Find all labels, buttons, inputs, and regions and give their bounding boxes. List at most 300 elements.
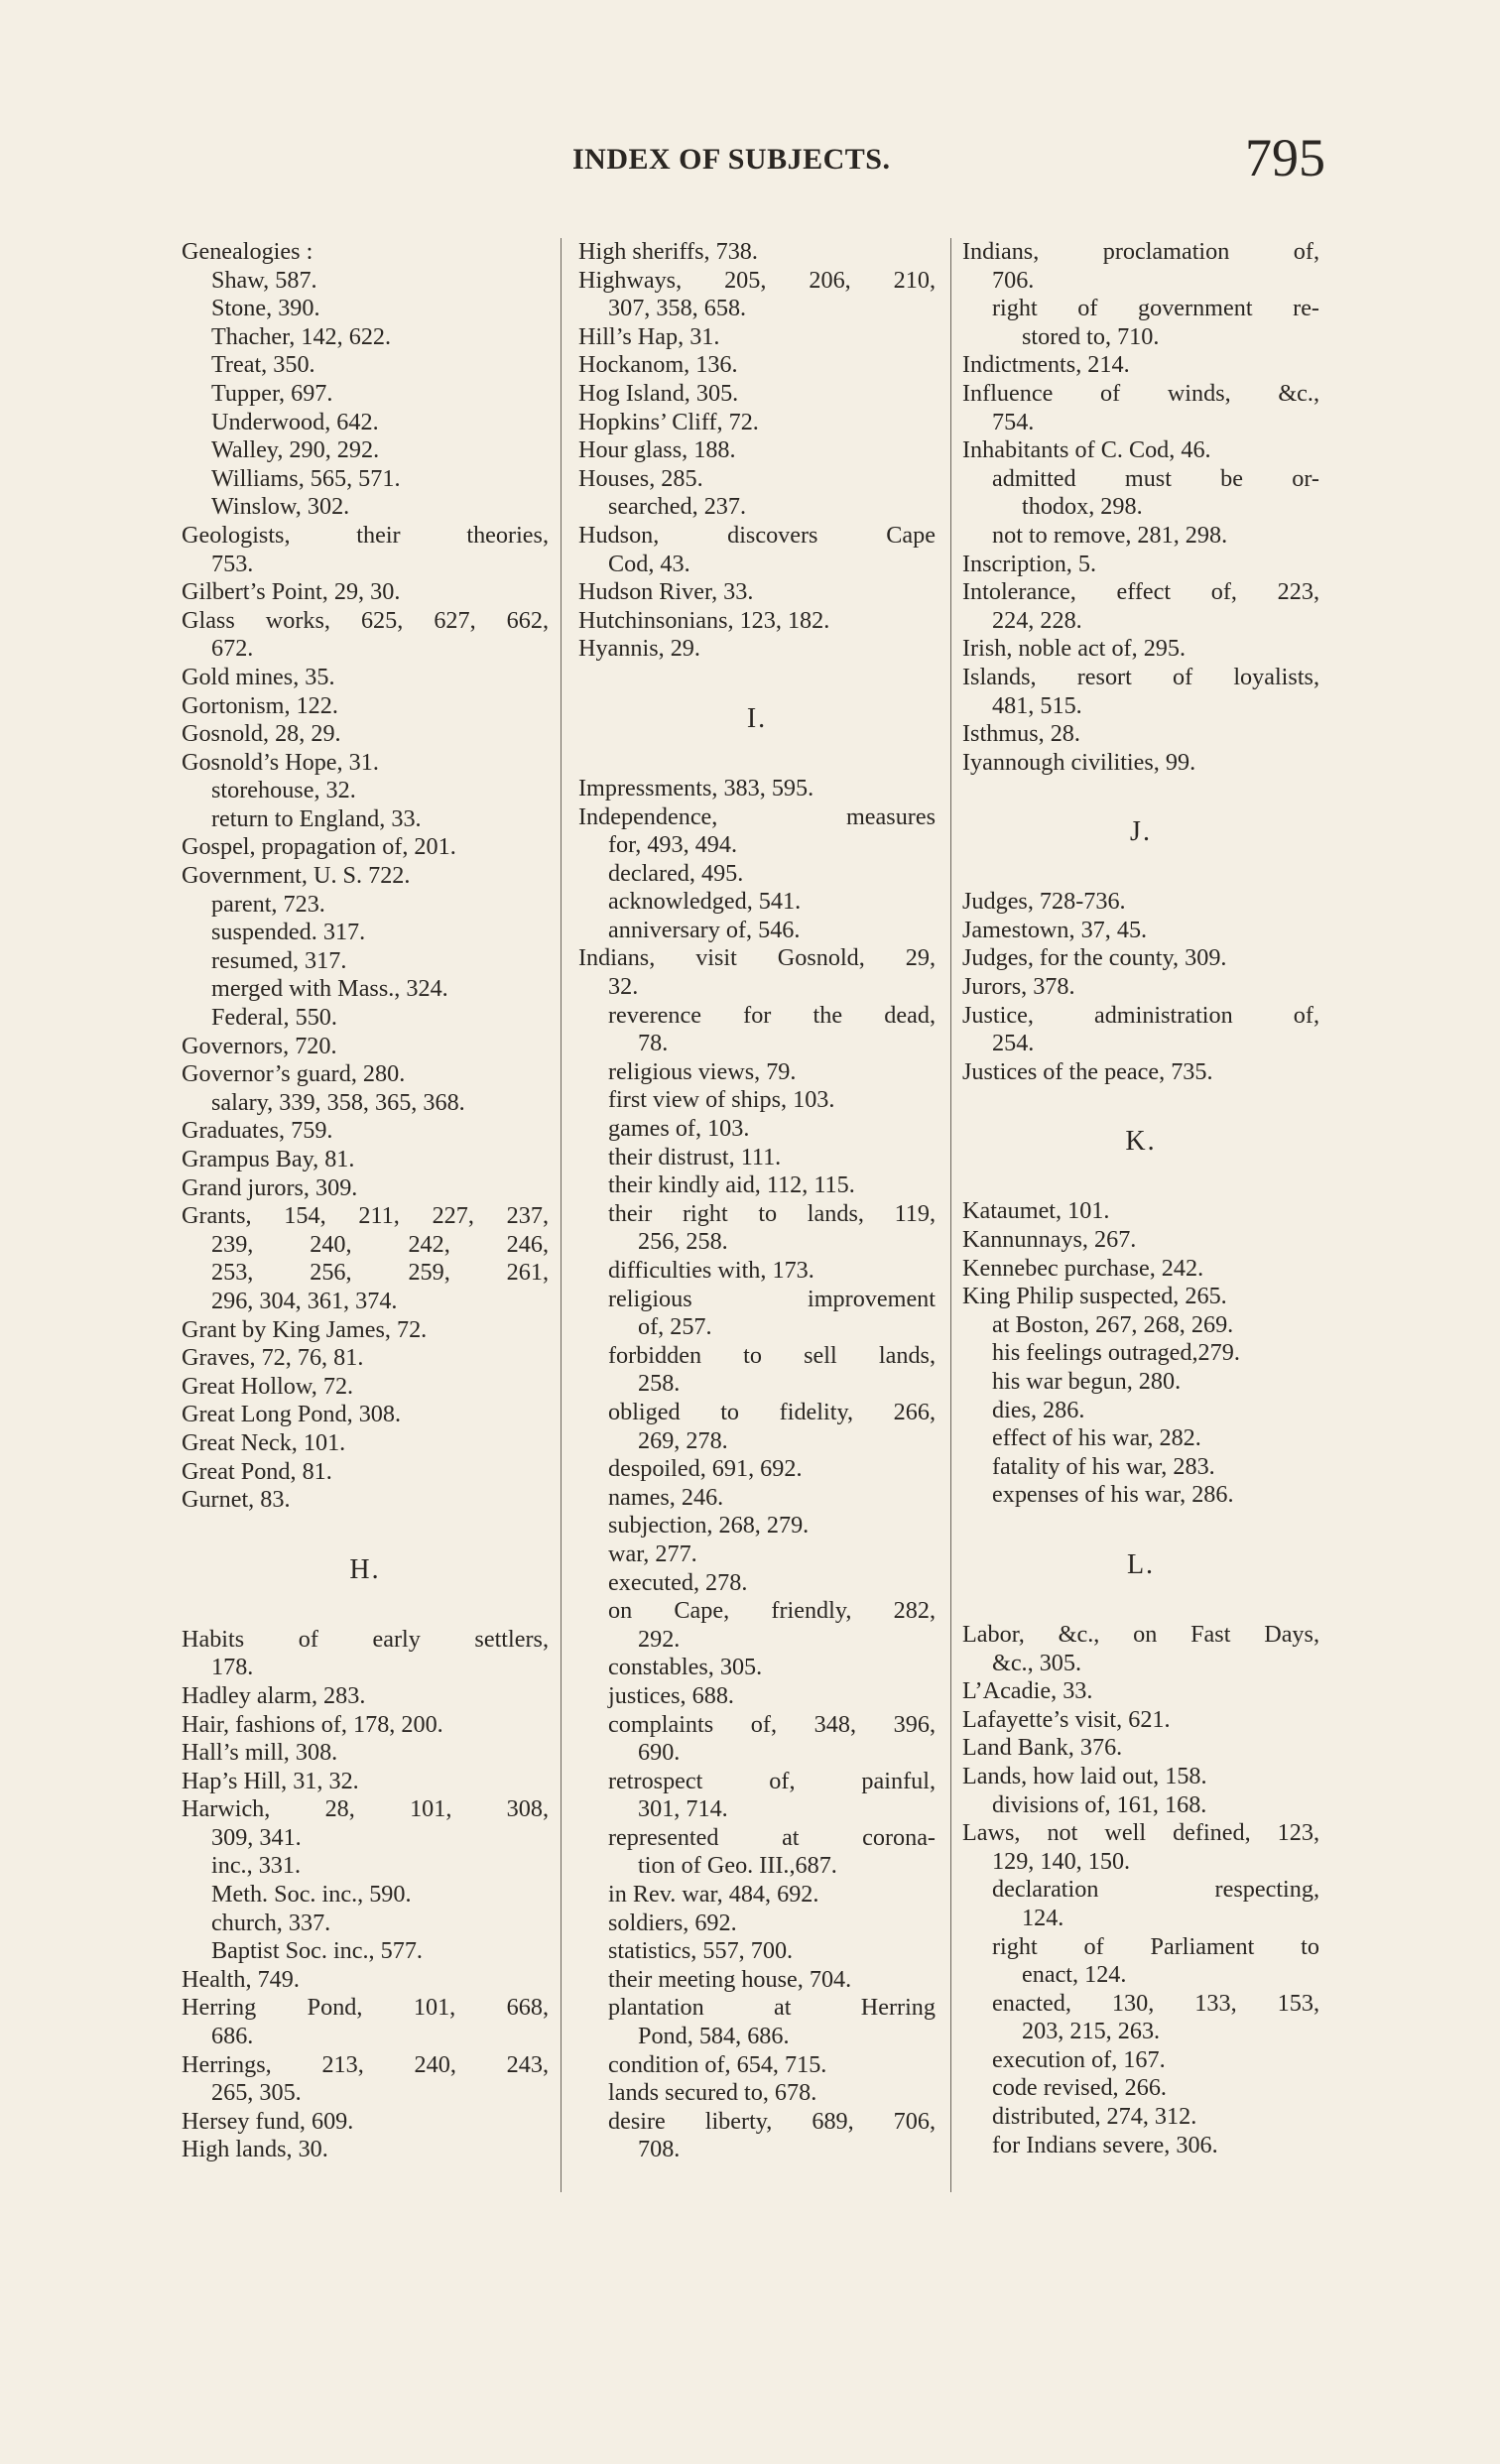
index-entry xyxy=(578,238,936,267)
entry-line: their meeting house, 704. xyxy=(608,1965,852,1993)
index-subentry xyxy=(578,1994,936,2050)
index-entry xyxy=(962,1819,1319,1876)
index-subentry xyxy=(962,2103,1319,2132)
entry-line: on Cape, friendly, 282, xyxy=(608,1597,936,1625)
entry-line: expenses of his war, 286. xyxy=(992,1481,1234,1509)
index-subentry xyxy=(182,465,549,494)
entry-line: Hair, fashions of, 178, 200. xyxy=(182,1710,443,1738)
index-subentry xyxy=(962,1424,1319,1453)
entry-line: Governor’s guard, 280. xyxy=(182,1060,406,1088)
entry-continuation: 129, 140, 150. xyxy=(992,1847,1131,1875)
entry-line: their kindly aid, 112, 115. xyxy=(608,1171,855,1199)
entry-continuation: 307, 358, 658. xyxy=(608,295,747,322)
entry-continuation: 301, 714. xyxy=(638,1795,728,1823)
index-subentry xyxy=(962,522,1319,551)
entry-line: names, 246. xyxy=(608,1483,724,1511)
index-subentry xyxy=(182,947,549,976)
index-subentry xyxy=(578,1144,936,1172)
entry-continuation: 32. xyxy=(608,973,639,1001)
entry-line: Kannunnays, 267. xyxy=(962,1226,1137,1254)
index-entry xyxy=(578,323,936,352)
entry-line: L’Acadie, 33. xyxy=(962,1677,1093,1705)
entry-line: Habits of early settlers, xyxy=(182,1625,549,1653)
index-entry xyxy=(578,380,936,409)
index-entry xyxy=(962,1621,1319,1677)
index-subentry xyxy=(182,1004,549,1033)
index-subentry xyxy=(578,1966,936,1995)
entry-continuation: 686. xyxy=(211,2023,254,2050)
index-entry xyxy=(578,465,936,494)
entry-line: Health, 749. xyxy=(182,1965,300,1993)
index-subentry xyxy=(578,1484,936,1513)
entry-line: effect of his war, 282. xyxy=(992,1424,1201,1452)
index-subentry xyxy=(578,1597,936,1654)
index-entry xyxy=(578,944,936,1001)
entry-line: Treat, 350. xyxy=(211,351,315,379)
index-subentry xyxy=(182,1937,549,1966)
index-subentry xyxy=(182,805,549,834)
entry-continuation: 254. xyxy=(992,1030,1035,1057)
entry-line: games of, 103. xyxy=(608,1115,750,1143)
entry-continuation: 269, 278. xyxy=(638,1426,728,1454)
entry-line: Justices of the peace, 735. xyxy=(962,1057,1213,1085)
index-subentry xyxy=(182,777,549,805)
index-subentry xyxy=(182,1881,549,1910)
entry-line: Laws, not well defined, 123, xyxy=(962,1819,1319,1847)
index-subentry xyxy=(578,1910,936,1938)
entry-line: Houses, 285. xyxy=(578,464,703,492)
entry-line: execution of, 167. xyxy=(992,2045,1166,2073)
entry-line: not to remove, 281, 298. xyxy=(992,521,1228,549)
index-entry xyxy=(182,578,549,607)
index-entry xyxy=(182,1373,549,1402)
entry-line: Hyannis, 29. xyxy=(578,635,700,663)
entry-continuation: 708. xyxy=(638,2136,681,2163)
entry-line: Great Long Pond, 308. xyxy=(182,1401,402,1428)
entry-continuation: 706. xyxy=(992,266,1035,294)
entry-line: Indians, proclamation of, xyxy=(962,238,1319,265)
entry-line: Great Hollow, 72. xyxy=(182,1372,354,1400)
entry-line: retrospect of, painful, xyxy=(608,1767,936,1794)
entry-line: Great Pond, 81. xyxy=(182,1457,332,1485)
entry-line: Shaw, 587. xyxy=(211,266,317,294)
index-subentry xyxy=(578,1682,936,1711)
index-subentry xyxy=(962,1339,1319,1368)
entry-line: Isthmus, 28. xyxy=(962,720,1080,748)
index-subentry xyxy=(578,1654,936,1682)
entry-continuation: 481, 515. xyxy=(992,691,1082,719)
entry-line: religious views, 79. xyxy=(608,1057,797,1085)
index-subentry xyxy=(182,295,549,323)
index-entry xyxy=(962,1197,1319,1226)
index-entry xyxy=(962,238,1319,295)
entry-line: Jamestown, 37, 45. xyxy=(962,916,1148,943)
entry-line: Lands, how laid out, 158. xyxy=(962,1762,1207,1789)
entry-line: Highways, 205, 206, 210, xyxy=(578,266,936,294)
index-entry xyxy=(182,664,549,692)
entry-continuation: 258. xyxy=(638,1370,681,1398)
index-subentry xyxy=(962,2074,1319,2103)
index-entry xyxy=(182,1202,549,1315)
index-subentry xyxy=(182,919,549,947)
index-entry xyxy=(182,2136,549,2164)
index-entry xyxy=(962,380,1319,436)
index-subentry xyxy=(962,2132,1319,2160)
index-subentry xyxy=(578,2051,936,2080)
index-entry xyxy=(962,1255,1319,1284)
index-entry xyxy=(962,944,1319,973)
entry-line: his war begun, 280. xyxy=(992,1368,1182,1395)
entry-line: Inhabitants of C. Cod, 46. xyxy=(962,436,1211,464)
index-entry xyxy=(962,1002,1319,1058)
section-letter: H. xyxy=(349,1553,381,1585)
index-entry xyxy=(182,1711,549,1740)
entry-line: King Philip suspected, 265. xyxy=(962,1283,1227,1310)
index-subentry xyxy=(578,1768,936,1824)
entry-line: Islands, resort of loyalists, xyxy=(962,663,1319,690)
index-entry xyxy=(962,1058,1319,1087)
entry-line: Gurnet, 83. xyxy=(182,1486,291,1514)
entry-continuation: 239, 240, 242, 246, xyxy=(211,1230,549,1258)
entry-line: their distrust, 111. xyxy=(608,1143,782,1170)
entry-continuation: of, 257. xyxy=(638,1313,712,1341)
index-subentry xyxy=(182,267,549,296)
index-subentry xyxy=(578,1824,936,1881)
entry-continuation: 265, 305. xyxy=(211,2079,302,2107)
entry-line: plantation at Herring xyxy=(608,1994,936,2022)
index-subentry xyxy=(182,1852,549,1881)
index-entry xyxy=(182,692,549,721)
index-entry xyxy=(962,664,1319,720)
entry-line: merged with Mass., 324. xyxy=(211,975,448,1003)
entry-line: parent, 723. xyxy=(211,890,325,918)
entry-line: declared, 495. xyxy=(608,859,744,887)
entry-line: Walley, 290, 292. xyxy=(211,436,380,464)
entry-line: Inscription, 5. xyxy=(962,550,1097,577)
index-subentry xyxy=(578,1512,936,1540)
index-entry xyxy=(182,1768,549,1796)
index-entry xyxy=(182,1429,549,1458)
index-entry xyxy=(578,436,936,465)
entry-continuation: 253, 256, 259, 261, xyxy=(211,1259,549,1287)
entry-line: Governors, 720. xyxy=(182,1032,337,1059)
entry-line: dies, 286. xyxy=(992,1396,1085,1423)
entry-line: Hall’s mill, 308. xyxy=(182,1739,338,1767)
index-subentry xyxy=(578,1881,936,1910)
index-subentry xyxy=(182,493,549,522)
index-subentry xyxy=(962,1481,1319,1510)
index-entry xyxy=(962,551,1319,579)
entry-line: Indictments, 214. xyxy=(962,351,1130,379)
index-subentry xyxy=(578,2108,936,2164)
entry-line: Government, U. S. 722. xyxy=(182,862,411,890)
entry-line: Gosnold, 28, 29. xyxy=(182,720,341,748)
index-subentry xyxy=(962,1368,1319,1397)
entry-line: justices, 688. xyxy=(608,1681,734,1709)
entry-line: Impressments, 383, 595. xyxy=(578,774,814,801)
index-entry xyxy=(182,1739,549,1768)
entry-line: acknowledged, 541. xyxy=(608,888,802,916)
entry-line: Williams, 565, 571. xyxy=(211,464,401,492)
index-entry xyxy=(182,1795,549,1852)
entry-line: Stone, 390. xyxy=(211,295,320,322)
index-subentry xyxy=(578,1002,936,1058)
index-entry xyxy=(182,1174,549,1203)
entry-line: resumed, 317. xyxy=(211,946,347,974)
index-entry xyxy=(578,578,936,607)
index-entry xyxy=(962,1763,1319,1791)
index-entry xyxy=(182,1994,549,2050)
entry-line: Grand jurors, 309. xyxy=(182,1173,358,1201)
entry-line: Winslow, 302. xyxy=(211,493,350,521)
section-letter: K. xyxy=(1125,1126,1157,1158)
entry-line: enacted, 130, 133, 153, xyxy=(992,1989,1319,2017)
index-entry xyxy=(578,351,936,380)
entry-line: searched, 237. xyxy=(608,493,747,521)
index-entry xyxy=(182,238,549,267)
entry-continuation: tion of Geo. III.,687. xyxy=(638,1852,837,1880)
index-entry xyxy=(578,775,936,803)
index-entry xyxy=(962,1706,1319,1735)
index-subentry xyxy=(578,1086,936,1115)
index-subentry xyxy=(578,888,936,917)
entry-line: Glass works, 625, 627, 662, xyxy=(182,606,549,634)
index-entry xyxy=(182,607,549,664)
entry-line: Jurors, 378. xyxy=(962,973,1075,1001)
entry-continuation: &c., 305. xyxy=(992,1649,1082,1676)
entry-continuation: 124. xyxy=(1022,1904,1064,1931)
index-entry xyxy=(182,2051,549,2108)
entry-line: church, 337. xyxy=(211,1909,331,1936)
entry-line: lands secured to, 678. xyxy=(608,2079,817,2107)
entry-line: fatality of his war, 283. xyxy=(992,1452,1215,1480)
index-entry xyxy=(962,973,1319,1002)
entry-line: Hutchinsonians, 123, 182. xyxy=(578,606,830,634)
index-subentry xyxy=(578,1342,936,1399)
entry-line: High sheriffs, 738. xyxy=(578,238,758,265)
index-subentry xyxy=(578,1058,936,1087)
entry-line: High lands, 30. xyxy=(182,2136,328,2163)
index-entry xyxy=(578,409,936,437)
section-letter: I. xyxy=(746,702,768,734)
entry-line: Judges, for the county, 309. xyxy=(962,944,1227,972)
entry-line: despoiled, 691, 692. xyxy=(608,1455,803,1483)
entry-line: divisions of, 161, 168. xyxy=(992,1790,1207,1818)
entry-line: Gold mines, 35. xyxy=(182,663,335,690)
entry-line: Gortonism, 122. xyxy=(182,691,338,719)
index-subentry xyxy=(578,1286,936,1342)
entry-line: suspended. 317. xyxy=(211,919,366,946)
index-subentry xyxy=(578,1937,936,1966)
entry-continuation: 753. xyxy=(211,550,254,577)
index-subentry xyxy=(182,380,549,409)
index-entry xyxy=(182,1344,549,1373)
index-entry xyxy=(182,1682,549,1711)
index-entry xyxy=(182,522,549,578)
entry-line: Grant by King James, 72. xyxy=(182,1315,428,1343)
index-subentry xyxy=(578,917,936,945)
entry-line: subjection, 268, 279. xyxy=(608,1512,810,1540)
entry-line: statistics, 557, 700. xyxy=(608,1937,794,1965)
entry-line: at Boston, 267, 268, 269. xyxy=(992,1310,1234,1338)
index-subentry xyxy=(182,351,549,380)
entry-line: Gospel, propagation of, 201. xyxy=(182,833,456,861)
index-entry xyxy=(578,267,936,323)
entry-line: first view of ships, 103. xyxy=(608,1086,835,1114)
index-entry xyxy=(962,749,1319,778)
entry-continuation: Pond, 584, 686. xyxy=(638,2023,790,2050)
index-subentry xyxy=(182,891,549,920)
entry-line: represented at corona- xyxy=(608,1823,936,1851)
page-header xyxy=(0,128,1500,190)
entry-line: Thacher, 142, 622. xyxy=(211,322,392,350)
index-entry xyxy=(182,1458,549,1487)
index-entry xyxy=(182,1486,549,1515)
entry-line: forbidden to sell lands, xyxy=(608,1341,936,1369)
entry-continuation: 690. xyxy=(638,1739,681,1767)
entry-line: Hill’s Hap, 31. xyxy=(578,322,720,350)
entry-line: his feelings outraged,279. xyxy=(992,1339,1240,1367)
entry-line: distributed, 274, 312. xyxy=(992,2103,1197,2131)
entry-continuation: 178. xyxy=(211,1654,254,1681)
index-entry xyxy=(962,578,1319,635)
index-entry xyxy=(182,862,549,891)
entry-line: Federal, 550. xyxy=(211,1004,337,1032)
entry-line: storehouse, 32. xyxy=(211,777,356,804)
entry-continuation: 224, 228. xyxy=(992,606,1082,634)
index-subentry xyxy=(962,1453,1319,1482)
index-entry xyxy=(962,1283,1319,1311)
entry-line: salary, 339, 358, 365, 368. xyxy=(211,1088,465,1116)
entry-line: Hersey fund, 609. xyxy=(182,2107,354,2135)
entry-line: complaints of, 348, 396, xyxy=(608,1710,936,1738)
entry-continuation: 292. xyxy=(638,1625,681,1653)
entry-continuation: 296, 304, 361, 374. xyxy=(211,1287,398,1314)
entry-line: Lafayette’s visit, 621. xyxy=(962,1705,1171,1733)
entry-continuation: Cod, 43. xyxy=(608,550,690,577)
entry-line: Harwich, 28, 101, 308, xyxy=(182,1795,549,1823)
index-subentry xyxy=(578,1540,936,1569)
index-subentry xyxy=(182,975,549,1004)
index-entry xyxy=(962,888,1319,917)
entry-line: constables, 305. xyxy=(608,1654,763,1681)
index-entry xyxy=(182,1060,549,1089)
entry-continuation: 672. xyxy=(211,635,254,663)
entry-line: Gosnold’s Hope, 31. xyxy=(182,748,379,776)
entry-line: Baptist Soc. inc., 577. xyxy=(211,1937,423,1965)
entry-continuation: 78. xyxy=(638,1030,669,1057)
index-subentry xyxy=(578,1711,936,1768)
entry-line: Graduates, 759. xyxy=(182,1117,333,1145)
index-subentry xyxy=(182,436,549,465)
entry-line: Kennebec purchase, 242. xyxy=(962,1254,1204,1282)
entry-continuation: enact, 124. xyxy=(1022,1961,1127,1989)
index-subentry xyxy=(962,1791,1319,1820)
index-subentry xyxy=(578,1399,936,1455)
index-subentry xyxy=(962,465,1319,522)
entry-line: Tupper, 697. xyxy=(211,379,333,407)
index-entry xyxy=(578,803,936,860)
entry-line: war, 277. xyxy=(608,1540,697,1567)
index-subentry xyxy=(182,1089,549,1118)
index-entry xyxy=(962,917,1319,945)
index-subentry xyxy=(578,1200,936,1257)
entry-line: Labor, &c., on Fast Days, xyxy=(962,1620,1319,1648)
index-entry xyxy=(182,1033,549,1061)
index-entry xyxy=(578,607,936,636)
index-entry xyxy=(182,1316,549,1345)
entry-line: Kataumet, 101. xyxy=(962,1197,1110,1225)
index-subentry xyxy=(962,295,1319,351)
index-entry xyxy=(182,1626,549,1682)
entry-continuation: thodox, 298. xyxy=(1022,493,1143,521)
entry-line: desire liberty, 689, 706, xyxy=(608,2107,936,2135)
entry-line: Geologists, their theories, xyxy=(182,521,549,549)
entry-line: Herring Pond, 101, 668, xyxy=(182,1994,549,2022)
entry-line: Hadley alarm, 283. xyxy=(182,1681,366,1709)
entry-line: Hudson River, 33. xyxy=(578,578,754,606)
column-rule xyxy=(950,238,951,2192)
entry-line: religious improvement xyxy=(608,1285,936,1312)
entry-line: Hog Island, 305. xyxy=(578,379,739,407)
entry-continuation: 309, 341. xyxy=(211,1823,302,1851)
index-entry xyxy=(962,635,1319,664)
entry-line: Genealogies : xyxy=(182,238,313,265)
index-entry xyxy=(962,436,1319,465)
index-subentry xyxy=(182,323,549,352)
entry-line: Hopkins’ Cliff, 72. xyxy=(578,408,759,435)
index-entry xyxy=(962,1734,1319,1763)
section-letter: L. xyxy=(1126,1548,1156,1580)
entry-continuation: 203, 215, 263. xyxy=(1022,2018,1161,2045)
index-subentry xyxy=(962,2046,1319,2075)
entry-line: Irish, noble act of, 295. xyxy=(962,635,1187,663)
column-rule xyxy=(561,238,562,2192)
entry-line: code revised, 266. xyxy=(992,2074,1167,2102)
entry-line: right of government re- xyxy=(992,295,1319,322)
entry-line: Indians, visit Gosnold, 29, xyxy=(578,944,936,972)
entry-line: condition of, 654, 715. xyxy=(608,2050,827,2078)
index-entry xyxy=(182,833,549,862)
entry-line: in Rev. war, 484, 692. xyxy=(608,1881,819,1909)
entry-line: Intolerance, effect of, 223, xyxy=(962,578,1319,606)
entry-line: anniversary of, 546. xyxy=(608,916,801,943)
entry-line: right of Parliament to xyxy=(992,1932,1319,1960)
entry-line: Hour glass, 188. xyxy=(578,436,736,464)
index-entry xyxy=(182,1401,549,1429)
entry-line: for Indians severe, 306. xyxy=(992,2131,1218,2158)
entry-continuation: for, 493, 494. xyxy=(608,831,738,859)
index-entry xyxy=(578,522,936,578)
entry-line: Independence, measures xyxy=(578,802,936,830)
entry-line: Hudson, discovers Cape xyxy=(578,521,936,549)
index-subentry xyxy=(962,1933,1319,1990)
index-entry xyxy=(182,1117,549,1146)
entry-line: their right to lands, 119, xyxy=(608,1199,936,1227)
entry-line: Land Bank, 376. xyxy=(962,1734,1123,1762)
index-subentry xyxy=(182,1910,549,1938)
index-subentry xyxy=(578,1257,936,1286)
entry-line: Gilbert’s Point, 29, 30. xyxy=(182,578,401,606)
index-subentry xyxy=(578,493,936,522)
index-entry xyxy=(182,2108,549,2137)
entry-line: obliged to fidelity, 266, xyxy=(608,1398,936,1425)
entry-line: return to England, 33. xyxy=(211,804,422,832)
entry-line: Hockanom, 136. xyxy=(578,351,738,379)
index-column-2 xyxy=(578,238,936,2164)
index-subentry xyxy=(578,860,936,889)
entry-line: inc., 331. xyxy=(211,1852,302,1880)
